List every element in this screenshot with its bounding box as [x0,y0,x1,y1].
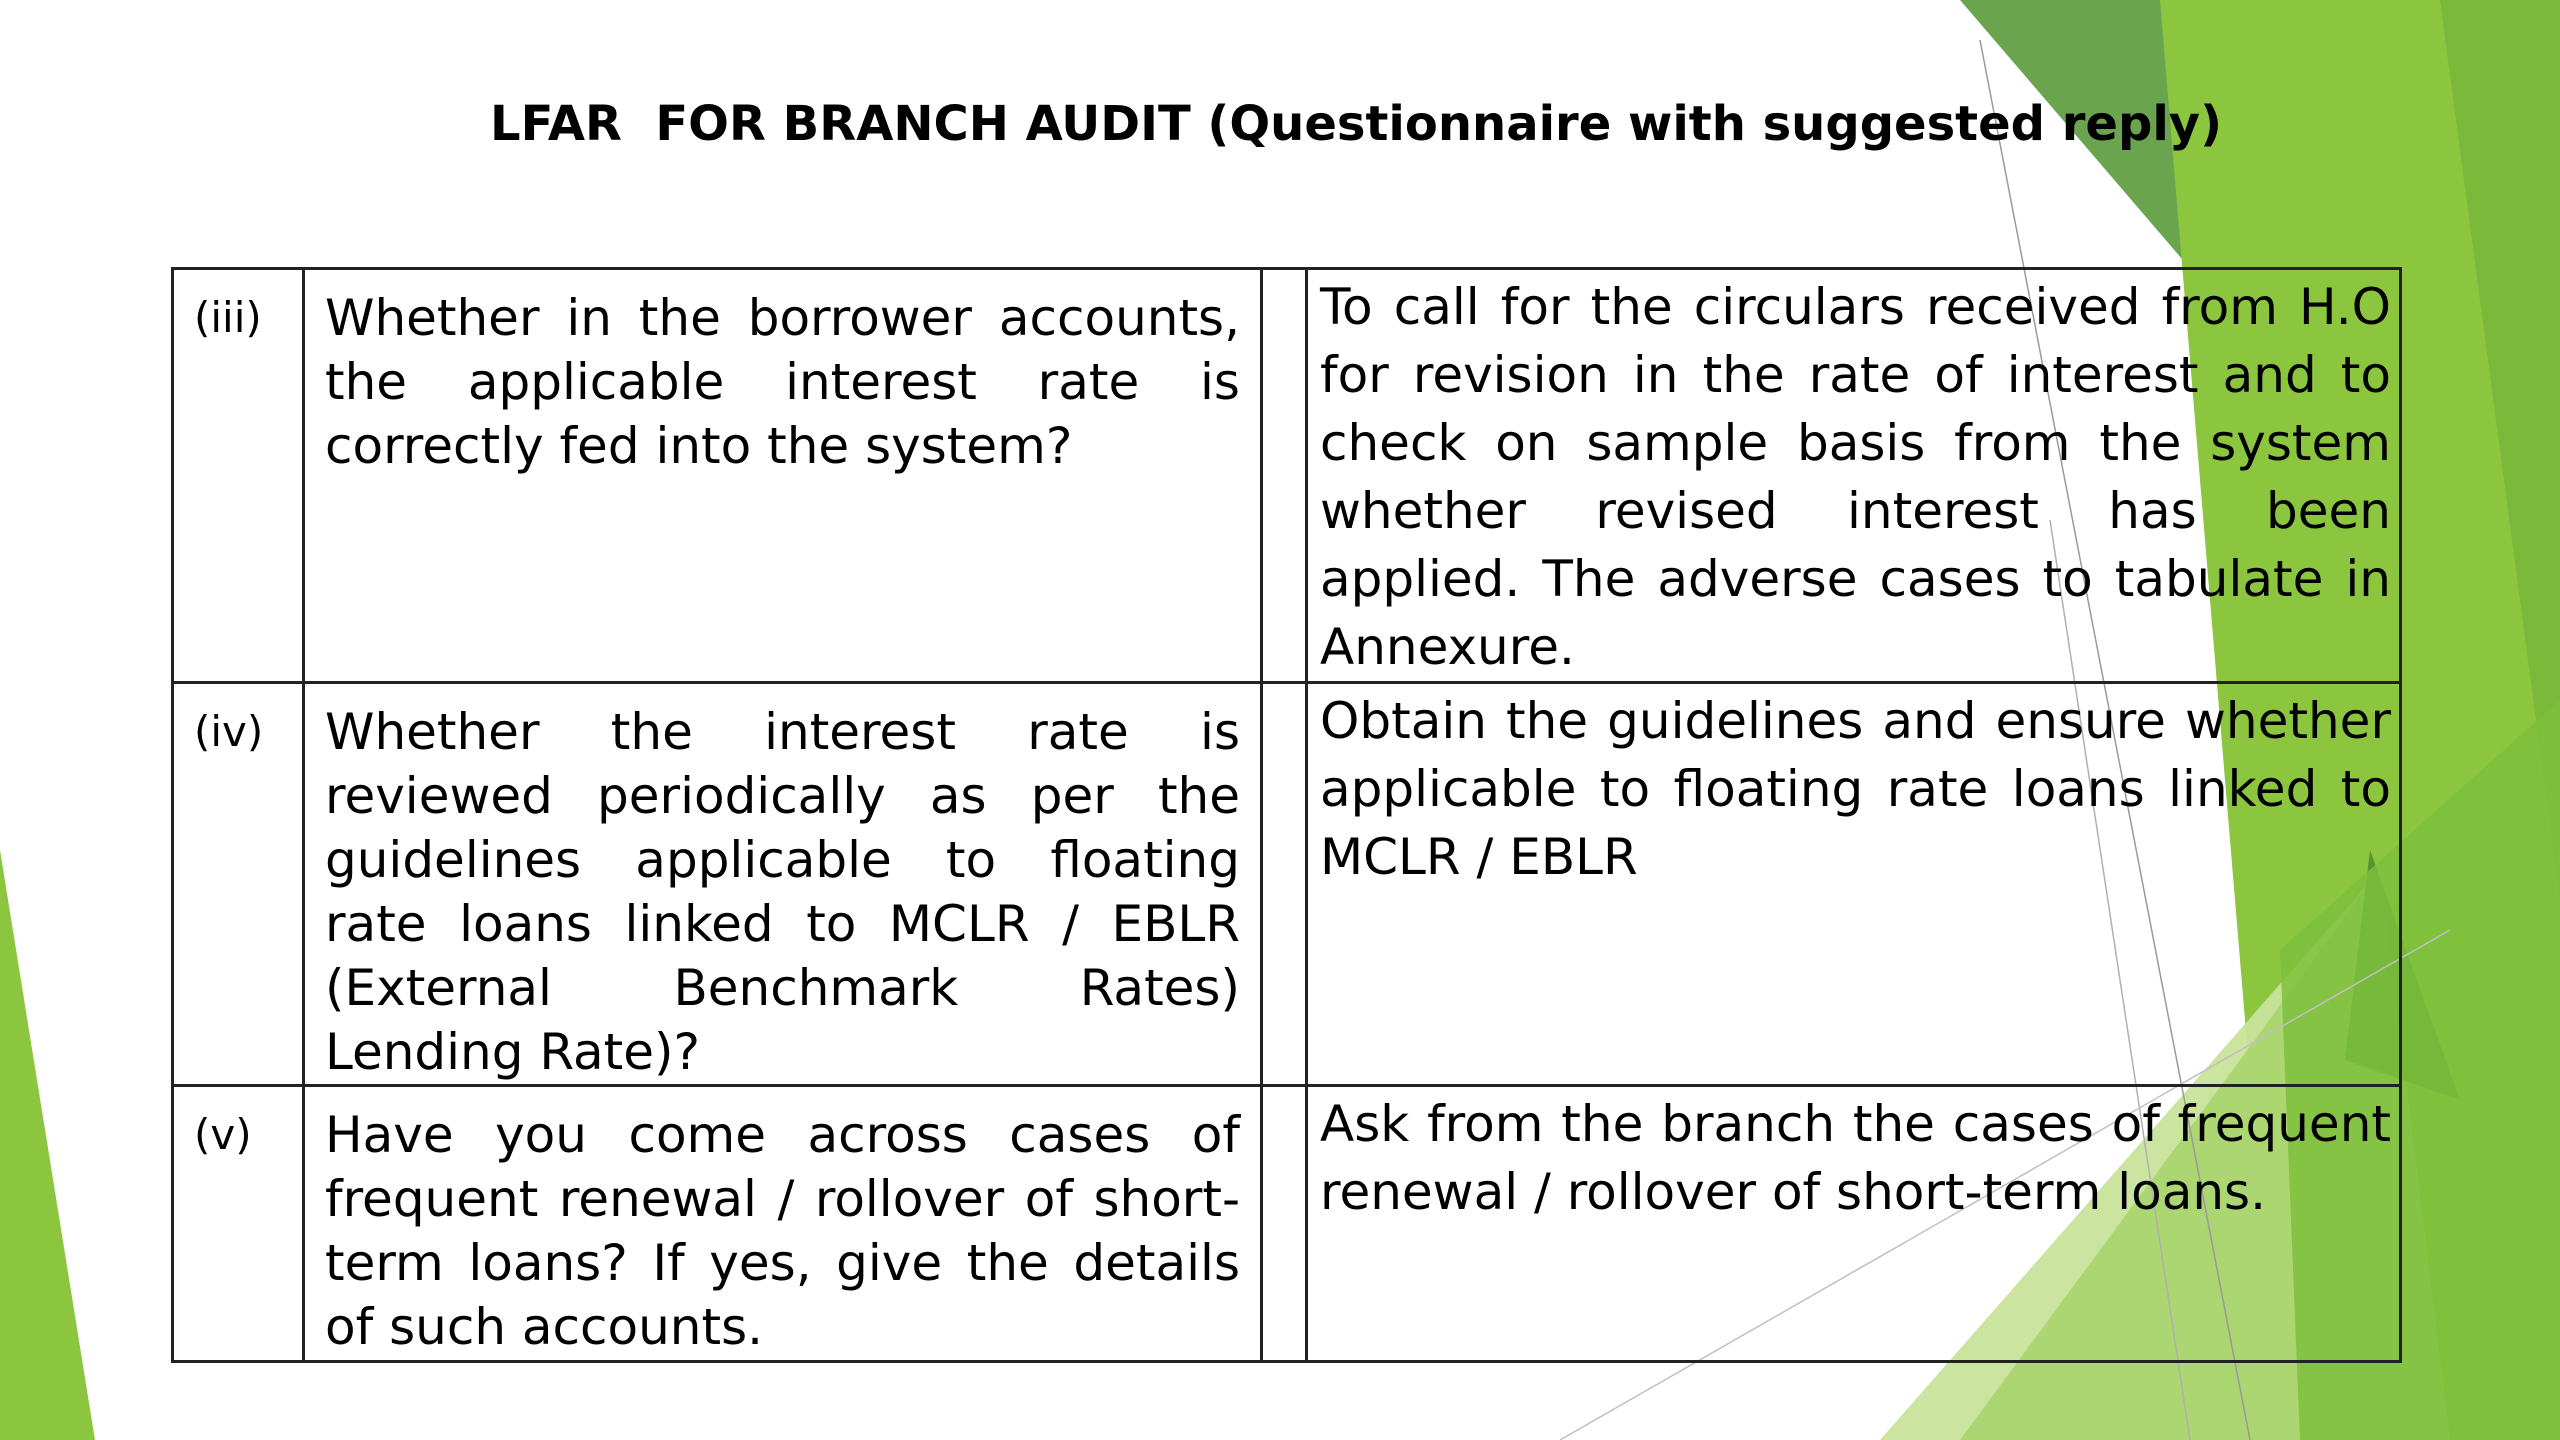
suggested-reply-cell: Ask from the branch the cases of frequent renewal / rollover of short-term loans. [1307,1086,2401,1362]
spacer-cell [1262,683,1307,1086]
question-cell: Whether in the borrower accounts, the applicable interest rate is correctly fed into the system? [304,269,1262,683]
row-number: (iv) [173,683,304,1086]
suggested-reply-cell: To call for the circulars received from H.O for revision in the rate of interest and to check on sample basis from the system whether revised interest has been applied. The adverse cases to tabulate in Annexure. [1307,269,2401,683]
slide-title: LFAR FOR BRANCH AUDIT (Questionnaire with suggested reply) [489,96,2223,152]
questionnaire-table [171,267,2402,1363]
table-row [173,269,2401,683]
left-green-sliver [0,850,95,1440]
table-row [173,1086,2401,1362]
question-cell: Whether the interest rate is reviewed periodically as per the guidelines applicable to floating rate loans linked to MCLR / EBLR (External Benchmark Rates) Lending Rate)? [304,683,1262,1086]
table-row [173,683,2401,1086]
question-cell: Have you come across cases of frequent renewal / rollover of short-term loans? If yes, give the details of such accounts. [304,1086,1262,1362]
spacer-cell [1262,269,1307,683]
row-number: (iii) [173,269,304,683]
suggested-reply-cell: Obtain the guidelines and ensure whether applicable to floating rate loans linked to MCLR / EBLR [1307,683,2401,1086]
row-number: (v) [173,1086,304,1362]
spacer-cell [1262,1086,1307,1362]
